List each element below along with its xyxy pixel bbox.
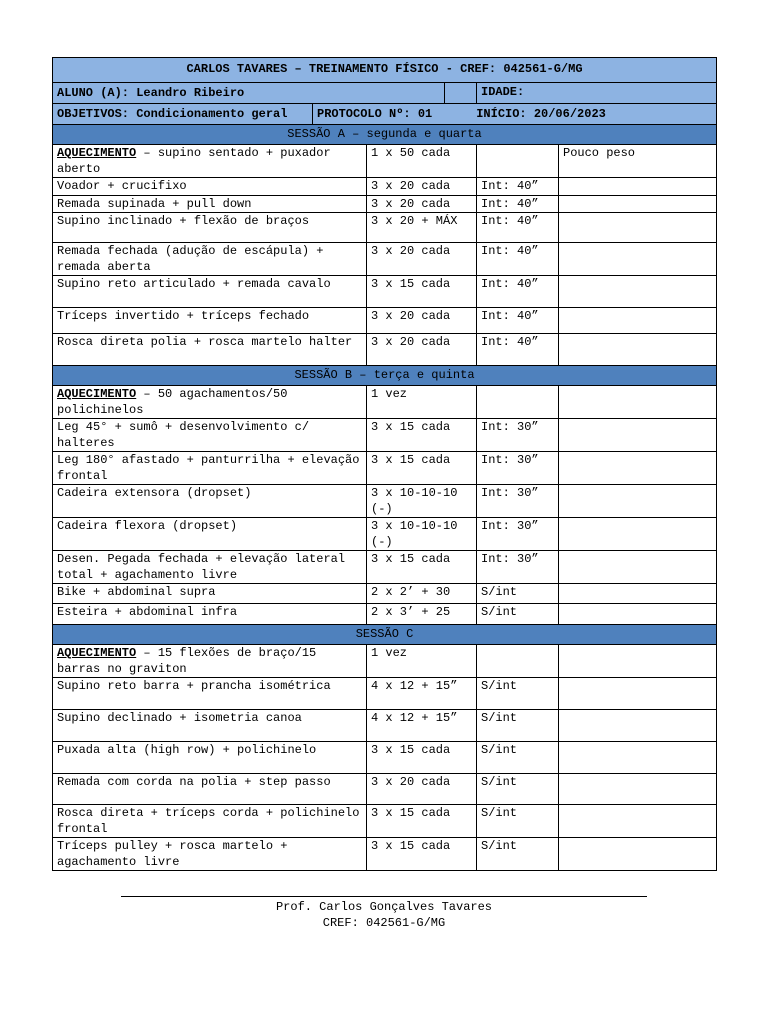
exercise-row — [53, 308, 717, 334]
signature-line — [121, 896, 647, 897]
session-title: SESSÃO B – terça e quinta — [53, 366, 717, 386]
exercise-cell — [53, 195, 367, 213]
exercise-row — [53, 710, 717, 742]
exercise-row — [53, 678, 717, 710]
sets-cell: 3 x 20 + MÁX — [367, 213, 477, 243]
note-cell — [559, 678, 717, 710]
warmup-label: AQUECIMENTO — [57, 146, 137, 160]
interval-cell: Int: 30” — [477, 452, 559, 485]
exercise-cell — [53, 145, 367, 178]
interval-cell: Int: 30” — [477, 551, 559, 584]
exercise-row — [53, 645, 717, 678]
exercise-row — [53, 805, 717, 838]
exercise-name: Supino inclinado + flexão de braços — [57, 214, 310, 228]
header-title-row — [53, 58, 717, 83]
exercise-row — [53, 334, 717, 366]
sets-cell: 4 x 12 + 15” — [367, 678, 477, 710]
exercise-name: Rosca direta polia + rosca martelo halter — [57, 335, 353, 349]
sets-cell: 3 x 10-10-10 (-) — [367, 518, 477, 551]
header-objectives-row — [53, 104, 717, 125]
exercise-name: Rosca direta + tríceps corda + polichinelo frontal — [57, 806, 360, 836]
exercise-name: Cadeira flexora (dropset) — [57, 519, 238, 533]
note-cell — [559, 584, 717, 604]
note-cell — [559, 308, 717, 334]
signature-block — [120, 896, 648, 931]
exercise-name: Tríceps pulley + rosca martelo + agachamento livre — [57, 839, 288, 869]
sets-cell: 1 x 50 cada — [367, 145, 477, 178]
note-cell — [559, 485, 717, 518]
interval-cell: Int: 40” — [477, 213, 559, 243]
exercise-row — [53, 485, 717, 518]
note-cell — [559, 452, 717, 485]
start-date: INÍCIO: 20/06/2023 — [476, 107, 606, 121]
exercise-cell — [53, 774, 367, 805]
note-cell — [559, 742, 717, 774]
exercise-name: – supino sentado + puxador aberto — [57, 146, 331, 176]
interval-cell — [477, 386, 559, 419]
exercise-row — [53, 195, 717, 213]
exercise-cell — [53, 710, 367, 742]
note-cell — [559, 604, 717, 625]
note-cell — [559, 276, 717, 308]
student-name: ALUNO (A): Leandro Ribeiro — [53, 83, 445, 103]
exercise-row — [53, 742, 717, 774]
note-cell — [559, 838, 717, 871]
note-cell — [559, 419, 717, 452]
sets-cell: 3 x 20 cada — [367, 308, 477, 334]
sets-cell: 3 x 15 cada — [367, 742, 477, 774]
interval-cell: S/int — [477, 604, 559, 625]
exercise-cell — [53, 213, 367, 243]
exercise-cell — [53, 334, 367, 366]
exercise-name: Puxada alta (high row) + polichinelo — [57, 743, 317, 757]
interval-cell: Int: 40” — [477, 178, 559, 196]
protocol-number: PROTOCOLO Nº: 01 — [317, 107, 433, 121]
exercise-cell — [53, 452, 367, 485]
exercise-row — [53, 551, 717, 584]
note-cell — [559, 213, 717, 243]
interval-cell: S/int — [477, 742, 559, 774]
note-cell — [559, 710, 717, 742]
session-header — [53, 625, 717, 645]
exercise-name: Cadeira extensora (dropset) — [57, 486, 252, 500]
exercise-cell — [53, 308, 367, 334]
note-cell: Pouco peso — [559, 145, 717, 178]
workout-table — [52, 57, 717, 871]
signature-cref: CREF: 042561-G/MG — [322, 916, 446, 930]
exercise-cell — [53, 742, 367, 774]
exercise-cell — [53, 645, 367, 678]
exercise-name: Supino reto barra + prancha isométrica — [57, 679, 331, 693]
exercise-cell — [53, 485, 367, 518]
exercise-name: Remada com corda na polia + step passo — [57, 775, 331, 789]
sets-cell: 3 x 15 cada — [367, 805, 477, 838]
exercise-name: Leg 45° + sumô + desenvolvimento c/ halteres — [57, 420, 310, 450]
note-cell — [559, 518, 717, 551]
exercise-name: Remada supinada + pull down — [57, 196, 252, 211]
sets-cell: 3 x 15 cada — [367, 838, 477, 871]
exercise-name: – 15 flexões de braço/15 barras no graviton — [57, 646, 317, 676]
training-sheet — [52, 57, 716, 871]
interval-cell: S/int — [477, 774, 559, 805]
exercise-cell — [53, 243, 367, 276]
exercise-row — [53, 145, 717, 178]
sets-cell: 3 x 20 cada — [367, 243, 477, 276]
exercise-name: Leg 180° afastado + panturrilha + elevação frontal — [57, 453, 360, 483]
interval-cell: Int: 40” — [477, 243, 559, 276]
exercise-cell — [53, 584, 367, 604]
exercise-name: Voador + crucifixo — [57, 179, 187, 193]
note-cell — [559, 195, 717, 213]
sets-cell: 3 x 20 cada — [367, 178, 477, 196]
exercise-row — [53, 276, 717, 308]
note-cell — [559, 243, 717, 276]
note-cell — [559, 774, 717, 805]
exercise-cell — [53, 518, 367, 551]
exercise-row — [53, 774, 717, 805]
exercise-cell — [53, 178, 367, 196]
exercise-row — [53, 838, 717, 871]
session-title: SESSÃO A – segunda e quarta — [53, 125, 717, 145]
exercise-name: Desen. Pegada fechada + elevação lateral total + agachamento livre — [57, 552, 346, 582]
note-cell — [559, 805, 717, 838]
exercise-name: Remada fechada (adução de escápula) + remada aberta — [57, 244, 324, 274]
note-cell — [559, 645, 717, 678]
session-header — [53, 125, 717, 145]
exercise-name: Supino declinado + isometria canoa — [57, 711, 302, 725]
sets-cell: 3 x 10-10-10 (-) — [367, 485, 477, 518]
exercise-row — [53, 386, 717, 419]
warmup-label: AQUECIMENTO — [57, 646, 137, 660]
interval-cell: S/int — [477, 805, 559, 838]
signature-name: Prof. Carlos Gonçalves Tavares — [275, 900, 493, 914]
exercise-cell — [53, 604, 367, 625]
sets-cell: 2 x 3’ + 25 — [367, 604, 477, 625]
exercise-name: Bike + abdominal supra — [57, 585, 216, 599]
exercise-row — [53, 452, 717, 485]
exercise-row — [53, 178, 717, 196]
sets-cell: 2 x 2’ + 30 — [367, 584, 477, 604]
sets-cell: 3 x 15 cada — [367, 551, 477, 584]
exercise-row — [53, 518, 717, 551]
exercise-cell — [53, 838, 367, 871]
interval-cell: Int: 40” — [477, 308, 559, 334]
note-cell — [559, 334, 717, 366]
exercise-name: Supino reto articulado + remada cavalo — [57, 277, 331, 291]
exercise-cell — [53, 386, 367, 419]
interval-cell — [477, 645, 559, 678]
exercise-name: Tríceps invertido + tríceps fechado — [57, 309, 310, 323]
exercise-row — [53, 584, 717, 604]
exercise-row — [53, 213, 717, 243]
sets-cell: 3 x 15 cada — [367, 452, 477, 485]
interval-cell: Int: 30” — [477, 419, 559, 452]
sets-cell: 3 x 15 cada — [367, 419, 477, 452]
sets-cell: 3 x 20 cada — [367, 774, 477, 805]
sets-cell: 3 x 15 cada — [367, 276, 477, 308]
interval-cell: Int: 30” — [477, 518, 559, 551]
interval-cell: S/int — [477, 710, 559, 742]
header-student-row — [53, 83, 717, 104]
session-header — [53, 366, 717, 386]
note-cell — [559, 386, 717, 419]
exercise-cell — [53, 276, 367, 308]
exercise-cell — [53, 678, 367, 710]
interval-cell — [477, 145, 559, 178]
interval-cell: Int: 40” — [477, 195, 559, 213]
student-age: IDADE: — [477, 83, 717, 104]
objectives: OBJETIVOS: Condicionamento geral — [53, 104, 313, 124]
sets-cell: 4 x 12 + 15” — [367, 710, 477, 742]
interval-cell: S/int — [477, 678, 559, 710]
exercise-cell — [53, 551, 367, 584]
exercise-row — [53, 243, 717, 276]
session-title: SESSÃO C — [53, 625, 717, 645]
note-cell — [559, 178, 717, 196]
document-title: CARLOS TAVARES – TREINAMENTO FÍSICO - CREF: 042561-G/MG — [53, 58, 717, 83]
sets-cell: 3 x 20 cada — [367, 195, 477, 213]
warmup-label: AQUECIMENTO — [57, 387, 137, 401]
exercise-row — [53, 604, 717, 625]
sets-cell: 3 x 20 cada — [367, 334, 477, 366]
interval-cell: Int: 40” — [477, 334, 559, 366]
interval-cell: S/int — [477, 838, 559, 871]
exercise-cell — [53, 419, 367, 452]
sets-cell: 1 vez — [367, 386, 477, 419]
note-cell — [559, 551, 717, 584]
exercise-cell — [53, 805, 367, 838]
interval-cell: S/int — [477, 584, 559, 604]
interval-cell: Int: 40” — [477, 276, 559, 308]
sets-cell: 1 vez — [367, 645, 477, 678]
interval-cell: Int: 30” — [477, 485, 559, 518]
exercise-name: – 50 agachamentos/50 polichinelos — [57, 387, 288, 417]
exercise-row — [53, 419, 717, 452]
exercise-name: Esteira + abdominal infra — [57, 605, 238, 619]
